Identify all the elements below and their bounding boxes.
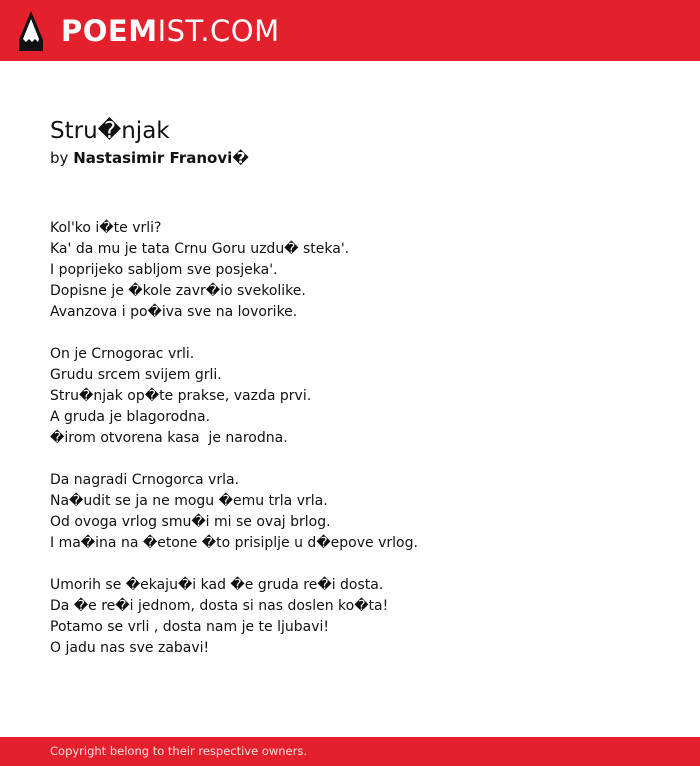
poem-line: Od ovoga vrlog smu�i mi se ovaj brlog. bbox=[50, 514, 331, 530]
author-name: Nastasimir Franovi� bbox=[73, 149, 249, 167]
poem-line: Avanzova i po�iva sve na lovorike. bbox=[50, 304, 298, 320]
logo-light-text: IST.COM bbox=[157, 14, 280, 48]
poem-line: �irom otvorena kasa je narodna. bbox=[50, 430, 288, 446]
copyright-notice: Copyright belong to their respective owners. bbox=[50, 744, 308, 758]
logo-bold-text: POEM bbox=[61, 14, 158, 48]
poem-line: Kol'ko i�te vrli? bbox=[50, 220, 162, 236]
poem-line: Stru�njak op�te prakse, vazda prvi. bbox=[50, 388, 312, 404]
poem-line: On je Crnogorac vrli. bbox=[50, 346, 195, 362]
poem-header bbox=[50, 116, 670, 168]
pencil-tip-icon[interactable] bbox=[18, 10, 44, 52]
poem-line: O jadu nas sve zabavi! bbox=[50, 640, 210, 656]
poem-line: A gruda je blagorodna. bbox=[50, 409, 211, 425]
by-label: by bbox=[50, 149, 69, 167]
stanza-3 bbox=[50, 470, 670, 554]
poem-line: Da nagradi Crnogorca vrla. bbox=[50, 472, 240, 488]
poem-title: Stru�njak bbox=[50, 118, 170, 144]
poem-line: Umorih se �ekaju�i kad �e gruda re�i dosta. bbox=[50, 577, 384, 593]
poem-line: Potamo se vrli , dosta nam je te ljubavi! bbox=[50, 619, 329, 635]
poem-line: Grudu srcem svijem grli. bbox=[50, 367, 222, 383]
site-header bbox=[0, 0, 700, 61]
poem-line: I poprijeko sabljom sve posjeka'. bbox=[50, 262, 278, 278]
stanza-4 bbox=[50, 575, 670, 659]
poem-line: Da �e re�i jednom, dosta si nas doslen ko�ta! bbox=[50, 598, 389, 614]
poem-line: Ka' da mu je tata Crnu Goru uzdu� steka'. bbox=[50, 241, 350, 257]
byline bbox=[50, 148, 670, 168]
stanza-2 bbox=[50, 344, 670, 449]
stanza-1 bbox=[50, 218, 670, 323]
site-logo[interactable] bbox=[61, 12, 280, 52]
poem-line: Na�udit se ja ne mogu �emu trla vrla. bbox=[50, 493, 328, 509]
site-footer bbox=[0, 737, 700, 766]
poem-line: I ma�ina na �etone �to prisiplje u d�epove vrlog. bbox=[50, 535, 418, 551]
poem-line: Dopisne je �kole zavr�io svekolike. bbox=[50, 283, 306, 299]
poem-body bbox=[50, 218, 670, 680]
